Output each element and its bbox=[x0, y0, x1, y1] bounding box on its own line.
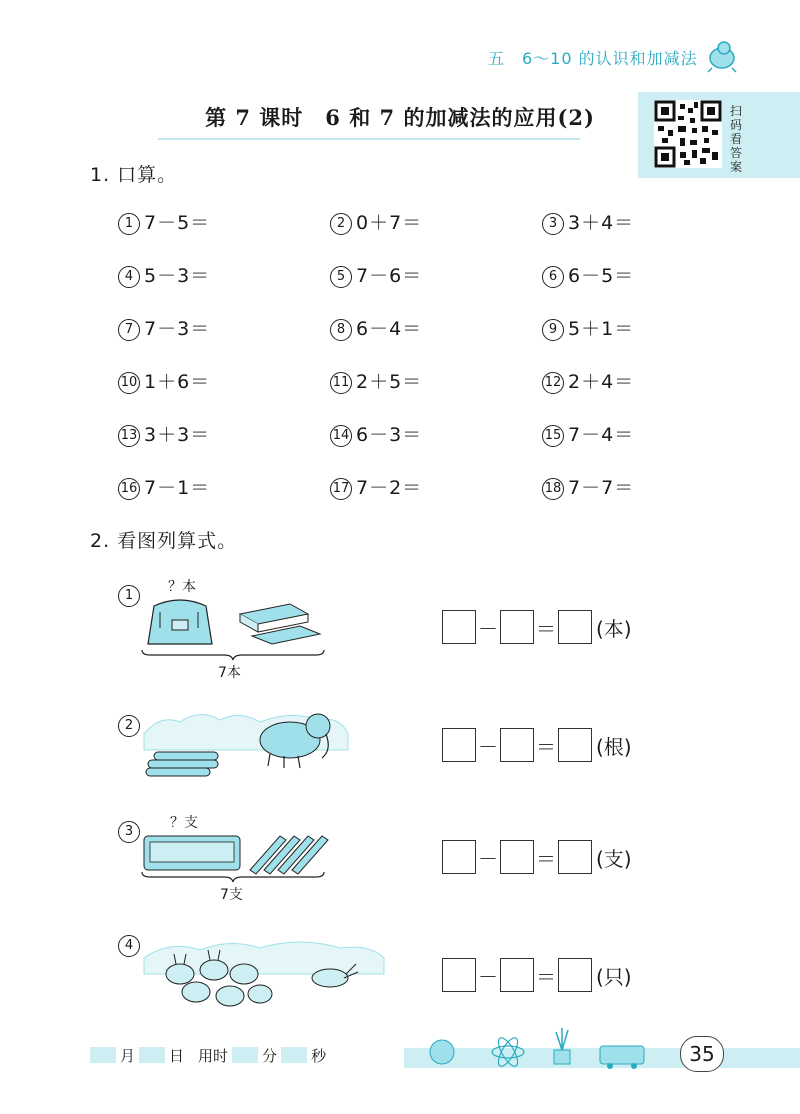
problem-expression: 7－3＝ bbox=[144, 318, 211, 340]
problem-expression: 7－7＝ bbox=[568, 477, 635, 499]
lesson-title: 第 7 课时 6 和 7 的加减法的应用(2) bbox=[205, 105, 595, 130]
pencil-case-pencils-illustration bbox=[140, 828, 330, 876]
bus-icon bbox=[600, 1046, 644, 1069]
arithmetic-problem[interactable] bbox=[542, 420, 634, 447]
globe-icon bbox=[430, 1040, 454, 1064]
problem-expression: 7－4＝ bbox=[568, 424, 635, 446]
arithmetic-problem[interactable] bbox=[330, 367, 422, 394]
arithmetic-problem[interactable] bbox=[330, 473, 422, 500]
problem-expression: 6－5＝ bbox=[568, 265, 635, 287]
total-brace bbox=[140, 870, 326, 884]
problem-number: 10 bbox=[118, 372, 140, 394]
elephant-logs-illustration bbox=[140, 704, 350, 780]
item-number: 2 bbox=[118, 710, 140, 737]
qr-code-icon[interactable] bbox=[654, 100, 722, 168]
item-number: 3 bbox=[118, 816, 140, 843]
problem-expression: 7－2＝ bbox=[356, 477, 423, 499]
problem-number: 13 bbox=[118, 425, 140, 447]
answer-box[interactable] bbox=[500, 728, 534, 762]
problem-number: 1 bbox=[118, 213, 140, 235]
minute-blank[interactable] bbox=[232, 1047, 258, 1063]
arithmetic-problem[interactable] bbox=[118, 314, 210, 341]
arithmetic-problem[interactable] bbox=[542, 261, 634, 288]
problem-expression: 2＋5＝ bbox=[356, 371, 423, 393]
problem-expression: 3＋4＝ bbox=[568, 212, 635, 234]
problem-expression: 7－5＝ bbox=[144, 212, 211, 234]
problem-number: 14 bbox=[330, 425, 352, 447]
problem-number: 5 bbox=[330, 266, 352, 288]
date-time-record: 月 日 用时 分 秒 bbox=[90, 1044, 330, 1066]
arithmetic-problem[interactable] bbox=[542, 314, 634, 341]
problem-expression: 7－6＝ bbox=[356, 265, 423, 287]
problem-expression: 0＋7＝ bbox=[356, 212, 423, 234]
answer-box[interactable] bbox=[442, 958, 476, 992]
chapter-title: 五 6～10 的认识和加减法 bbox=[488, 49, 698, 68]
equation-row: － ＝ (只) bbox=[442, 958, 632, 992]
item-number: 1 bbox=[118, 580, 140, 607]
day-blank[interactable] bbox=[139, 1047, 165, 1063]
problem-number: 9 bbox=[542, 319, 564, 341]
answer-box[interactable] bbox=[558, 958, 592, 992]
answer-box[interactable] bbox=[500, 958, 534, 992]
plant-icon bbox=[554, 1028, 570, 1064]
unknown-label: ？支 bbox=[170, 815, 198, 831]
answer-box[interactable] bbox=[558, 728, 592, 762]
problem-number: 2 bbox=[330, 213, 352, 235]
problem-number: 11 bbox=[330, 372, 352, 394]
arithmetic-problem[interactable] bbox=[118, 473, 210, 500]
problem-expression: 6－3＝ bbox=[356, 424, 423, 446]
problem-expression: 5＋1＝ bbox=[568, 318, 635, 340]
arithmetic-problem[interactable] bbox=[118, 261, 210, 288]
schoolbag-books-illustration bbox=[140, 592, 326, 652]
problem-expression: 7－1＝ bbox=[144, 477, 211, 499]
problem-expression: 2＋4＝ bbox=[568, 371, 635, 393]
qr-label: 扫码看答案 bbox=[730, 104, 743, 174]
answer-box[interactable] bbox=[442, 840, 476, 874]
problem-number: 3 bbox=[542, 213, 564, 235]
unknown-label: ？本 bbox=[168, 579, 196, 595]
problem-number: 6 bbox=[542, 266, 564, 288]
title-underline bbox=[158, 138, 580, 140]
answer-box[interactable] bbox=[558, 840, 592, 874]
total-brace bbox=[140, 648, 326, 662]
arithmetic-problem[interactable] bbox=[542, 208, 634, 235]
answer-box[interactable] bbox=[442, 728, 476, 762]
footer-icons bbox=[420, 1022, 660, 1072]
total-label: 7支 bbox=[220, 887, 243, 903]
problem-number: 16 bbox=[118, 478, 140, 500]
total-label: 7本 bbox=[218, 665, 241, 681]
arithmetic-problem[interactable] bbox=[330, 261, 422, 288]
problem-expression: 5－3＝ bbox=[144, 265, 211, 287]
problem-number: 15 bbox=[542, 425, 564, 447]
equation-row: － ＝ (支) bbox=[442, 840, 632, 874]
item-number: 4 bbox=[118, 930, 140, 957]
arithmetic-problem[interactable] bbox=[118, 420, 210, 447]
month-blank[interactable] bbox=[90, 1047, 116, 1063]
arithmetic-problem[interactable] bbox=[330, 420, 422, 447]
arithmetic-problem[interactable] bbox=[330, 314, 422, 341]
arithmetic-problem[interactable] bbox=[542, 367, 634, 394]
second-blank[interactable] bbox=[281, 1047, 307, 1063]
problem-number: 12 bbox=[542, 372, 564, 394]
mascot-icon bbox=[704, 38, 740, 74]
answer-box[interactable] bbox=[500, 610, 534, 644]
problem-expression: 6－4＝ bbox=[356, 318, 423, 340]
equation-row: － ＝ (本) bbox=[442, 610, 632, 644]
section2-heading: 2. 看图列算式。 bbox=[90, 530, 238, 552]
unit-label: (根) bbox=[596, 734, 632, 759]
arithmetic-problem[interactable] bbox=[118, 367, 210, 394]
problem-expression: 1＋6＝ bbox=[144, 371, 211, 393]
unit-label: (本) bbox=[596, 616, 632, 641]
page-number: 35 bbox=[680, 1036, 724, 1072]
section1-heading: 1. 口算。 bbox=[90, 164, 178, 186]
problem-number: 18 bbox=[542, 478, 564, 500]
arithmetic-problem[interactable] bbox=[118, 208, 210, 235]
rabbits-illustration bbox=[140, 934, 386, 1014]
arithmetic-problem[interactable] bbox=[330, 208, 422, 235]
unit-label: (支) bbox=[596, 846, 632, 871]
answer-box[interactable] bbox=[442, 610, 476, 644]
answer-box[interactable] bbox=[558, 610, 592, 644]
problem-expression: 3＋3＝ bbox=[144, 424, 211, 446]
problem-number: 7 bbox=[118, 319, 140, 341]
problem-number: 17 bbox=[330, 478, 352, 500]
problem-number: 8 bbox=[330, 319, 352, 341]
unit-label: (只) bbox=[596, 964, 632, 989]
arithmetic-problem[interactable] bbox=[542, 473, 634, 500]
atom-icon bbox=[492, 1035, 524, 1069]
answer-box[interactable] bbox=[500, 840, 534, 874]
problem-number: 4 bbox=[118, 266, 140, 288]
equation-row: － ＝ (根) bbox=[442, 728, 632, 762]
